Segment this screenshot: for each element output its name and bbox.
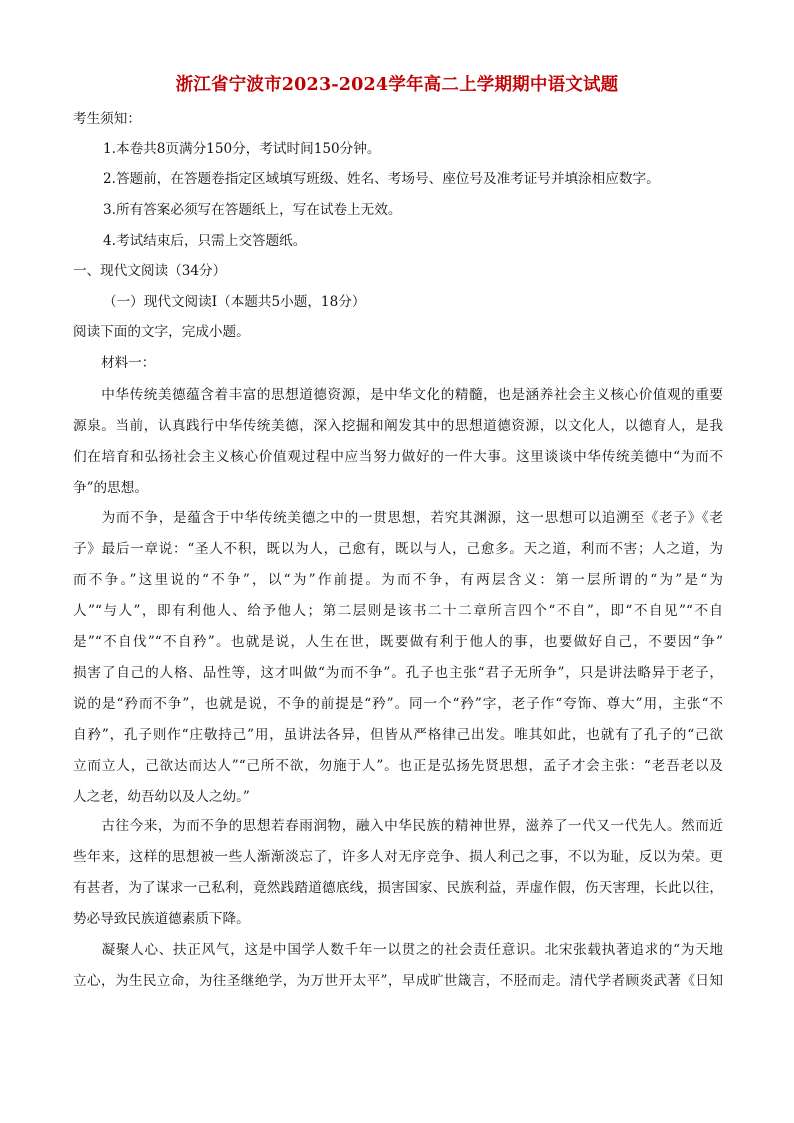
paragraph-line: 自矜”，孔子则作“庄敬持己”用，虽讲法各异，但皆从严格律己出发。唯其如此，也就有了孔子的“己欲 [73,727,723,743]
paragraph [73,385,723,498]
notice-heading: 考生须知： [73,111,141,127]
paragraph-line: 而不争。”这里说的“不争”，以“为”作前提。为而不争，有两层含义：第一层所谓的“为”是“为 [73,572,723,588]
notice-item: 2.答题前，在答题卷指定区域填写班级、姓名、考场号、座位号及准考证号并填涂相应数字。 [103,171,660,187]
paragraph-line: 争”的思想。 [73,480,148,496]
paragraph-line: 为而不争，是蕴含于中华传统美德之中的一贯思想，若究其渊源，这一思想可以追溯至《老子》《老 [73,510,723,526]
paragraph-line: 中华传统美德蕴含着丰富的思想道德资源，是中华文化的精髓，也是涵养社会主义核心价值观的重要 [73,387,723,403]
notice-item: 1.本卷共8页满分150分，考试时间150分钟。 [103,141,381,157]
paragraph-line: 势必导致民族道德素质下降。 [73,911,250,927]
notice-item: 3.所有答案必须写在答题纸上，写在试卷上无效。 [103,202,402,218]
paragraph-line: 凝聚人心、扶正风气，这是中国学人数千年一以贯之的社会责任意识。北宋张载执著追求的“为天地 [73,942,723,958]
section-subheading: （一）现代文阅读Ⅰ（本题共5小题，18分） [103,294,366,310]
paragraph [73,940,723,991]
paragraph [73,816,723,929]
paragraph-line: 古往今来，为而不争的思想若春雨润物，融入中华民族的精神世界，滋养了一代又一代先人。然而近 [73,818,723,834]
exam-title: 浙江省宁波市2023-2024学年高二上学期期中语文试题 [175,75,619,95]
paragraph-line: 些年来，这样的思想被一些人渐渐淡忘了，许多人对无序竞争、损人利己之事，不以为耻，反以为荣。更 [73,849,723,865]
paragraph-line: 立而立人，己欲达而达人”“己所不欲，勿施于人”。也正是弘扬先贤思想，孟子才会主张：“老吾老以及 [73,758,723,774]
paragraph-line: 人”“与人”，即有利他人、给予他人；第二层则是该书二十二章所言四个“不自”，即“不自见”“不自 [73,603,723,619]
paragraph-line: 立心，为生民立命，为往圣继绝学，为万世开太平”，早成旷世箴言，不胫而走。清代学者顾炎武著《日知 [73,973,723,989]
paragraph-line: 人之老，幼吾幼以及人之幼。” [73,789,250,805]
paragraph-line: 们在培育和弘扬社会主义核心价值观过程中应当努力做好的一件大事。这里谈谈中华传统美德中“为而不 [73,449,723,465]
reading-instruction: 阅读下面的文字，完成小题。 [73,324,250,340]
paragraph-line: 是”“不自伐”“不自矜”。也就是说，人生在世，既要做有利于他人的事，也要做好自己，不要因“争” [73,634,723,650]
material-label: 材料一： [101,355,156,371]
notice-item: 4.考试结束后，只需上交答题纸。 [103,233,307,249]
paragraph-line: 说的是“矜而不争”，也就是说，不争的前提是“矜”。同一个“矜”字，老子作“夸饰、尊大”用，主张“不 [73,696,723,712]
paragraph-line: 子》最后一章说：“圣人不积，既以为人，己愈有，既以与人，己愈多。天之道，利而不害；人之道，为 [73,541,723,557]
paragraph [73,508,723,807]
paragraph-line: 损害了自己的人格、品性等，这才叫做“为而不争”。孔子也主张“君子无所争”，只是讲法略异于老子， [73,665,723,681]
section-heading: 一、现代文阅读（34分） [73,263,227,279]
paragraph-line: 有甚者，为了谋求一己私利，竟然践踏道德底线，损害国家、民族利益，弄虚作假，伤天害理，长此以往， [73,880,723,896]
paragraph-line: 源泉。当前，认真践行中华传统美德，深入挖掘和阐发其中的思想道德资源，以文化人，以德育人，是我 [73,418,723,434]
